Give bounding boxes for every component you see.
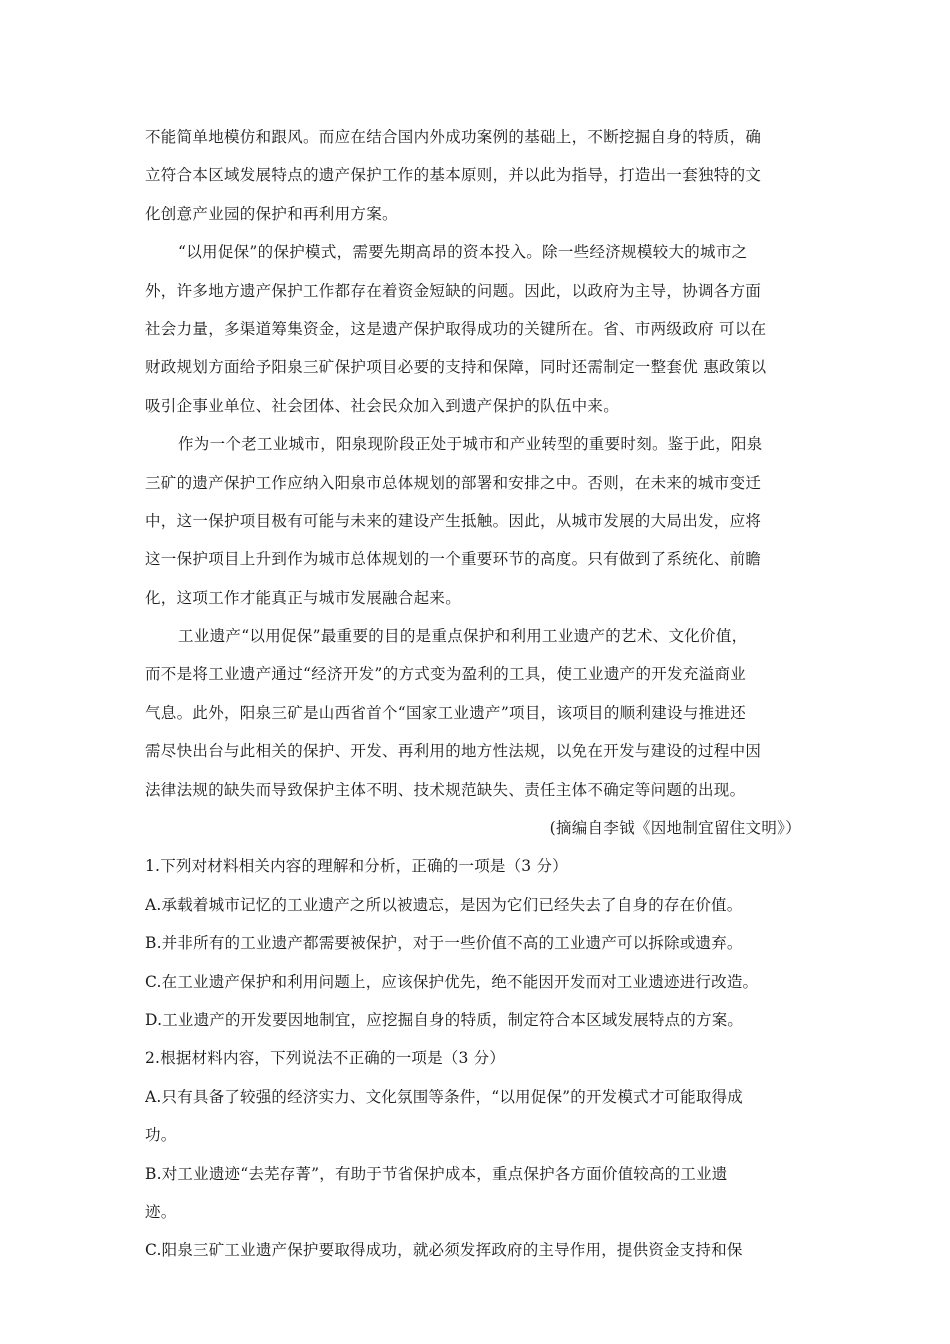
text-line: 而不是将工业遗产通过“经济开发”的方式变为盈利的工具，使工业遗产的开发充溢商业 <box>145 665 747 684</box>
paragraph-1 <box>145 118 807 233</box>
text-line: 化创意产业园的保护和再利用方案。 <box>145 204 398 223</box>
text-line: 法律法规的缺失而导致保护主体不明、技术规范缺失、责任主体不确定等问题的出现。 <box>145 780 746 799</box>
text-line: 不能简单地模仿和跟风。而应在结合国内外成功案例的基础上，不断挖掘自身的特质，确 <box>145 128 762 146</box>
text-line: 中，这一保护项目极有可能与未来的建设产生抵触。因此，从城市发展的大局出发，应将 <box>145 511 762 530</box>
paragraph-2 <box>145 233 807 425</box>
text-line: 作为一个老工业城市，阳泉现阶段正处于城市和产业转型的重要时刻。鉴于此，阳泉 <box>178 435 763 454</box>
question-1 <box>145 847 807 1039</box>
text-line: 立符合本区域发展特点的遗产保护工作的基本原则，并以此为指导，打造出一套独特的文 <box>145 166 762 185</box>
text-line: 三矿的遗产保护工作应纳入阳泉市总体规划的部署和安排之中。否则，在未来的城市变迁 <box>145 473 762 492</box>
question-stem: 2.根据材料内容，下列说法不正确的一项是（3 分） <box>145 1049 506 1068</box>
text-line: 需尽快出台与此相关的保护、开发、再利用的地方性法规，以免在开发与建设的过程中因 <box>145 742 762 761</box>
option-a-continued: 功。 <box>145 1126 177 1145</box>
option-d: D.工业遗产的开发要因地制宜，应挖掘自身的特质，制定符合本区域发展特点的方案。 <box>145 1010 744 1029</box>
option-b: B.并非所有的工业遗产都需要被保护，对于一些价值不高的工业遗产可以拆除或遗弃。 <box>145 934 743 953</box>
paragraph-4 <box>145 617 807 809</box>
option-a: A.承载着城市记忆的工业遗产之所以被遗忘，是因为它们已经失去了自身的存在价值。 <box>145 895 743 914</box>
paragraph-3 <box>145 425 807 617</box>
option-c: C.在工业遗产保护和利用问题上，应该保护优先，绝不能因开发而对工业遗迹进行改造。 <box>145 972 759 991</box>
text-line: 这一保护项目上升到作为城市总体规划的一个重要环节的高度。只有做到了系统化、前瞻 <box>145 550 762 569</box>
option-a: A.只有具备了较强的经济实力、文化氛围等条件，“以用促保”的开发模式才可能取得成 <box>145 1087 743 1106</box>
text-line: 工业遗产“以用促保”最重要的目的是重点保护和利用工业遗产的艺术、文化价值， <box>178 627 748 646</box>
source-citation: (摘编自李钺《因地制宜留住文明》） <box>549 819 801 838</box>
text-line: 化，这项工作才能真正与城市发展融合起来。 <box>145 588 462 607</box>
text-line: 财政规划方面给予阳泉三矿保护项目必要的支持和保障，同时还需制定一整套优 惠政策以 <box>145 358 767 377</box>
text-line: “以用促保”的保护模式，需要先期高昂的资本投入。除一些经济规模较大的城市之 <box>178 243 748 262</box>
question-stem: 1.下列对材料相关内容的理解和分析，正确的一项是（3 分） <box>145 857 568 876</box>
text-line: 社会力量，多渠道筹集资金，这是遗产保护取得成功的关键所在。省、市两级政府 可以在 <box>145 319 767 338</box>
text-line: 吸引企事业单位、社会团体、社会民众加入到遗产保护的队伍中来。 <box>145 396 620 415</box>
text-line: 外，许多地方遗产保护工作都存在着资金短缺的问题。因此，以政府为主导，协调各方面 <box>145 281 762 300</box>
option-c: C.阳泉三矿工业遗产保护要取得成功，就必须发挥政府的主导作用，提供资金支持和保 <box>145 1241 743 1260</box>
text-line: 气息。此外，阳泉三矿是山西省首个“国家工业遗产”项目，该项目的顺利建设与推进还 <box>145 703 747 722</box>
question-2 <box>145 1039 807 1269</box>
document-page <box>145 118 807 1270</box>
option-b-continued: 迹。 <box>145 1202 177 1221</box>
option-b: B.对工业遗迹“去芜存菁”，有助于节省保护成本，重点保护各方面价值较高的工业遗 <box>145 1164 728 1183</box>
